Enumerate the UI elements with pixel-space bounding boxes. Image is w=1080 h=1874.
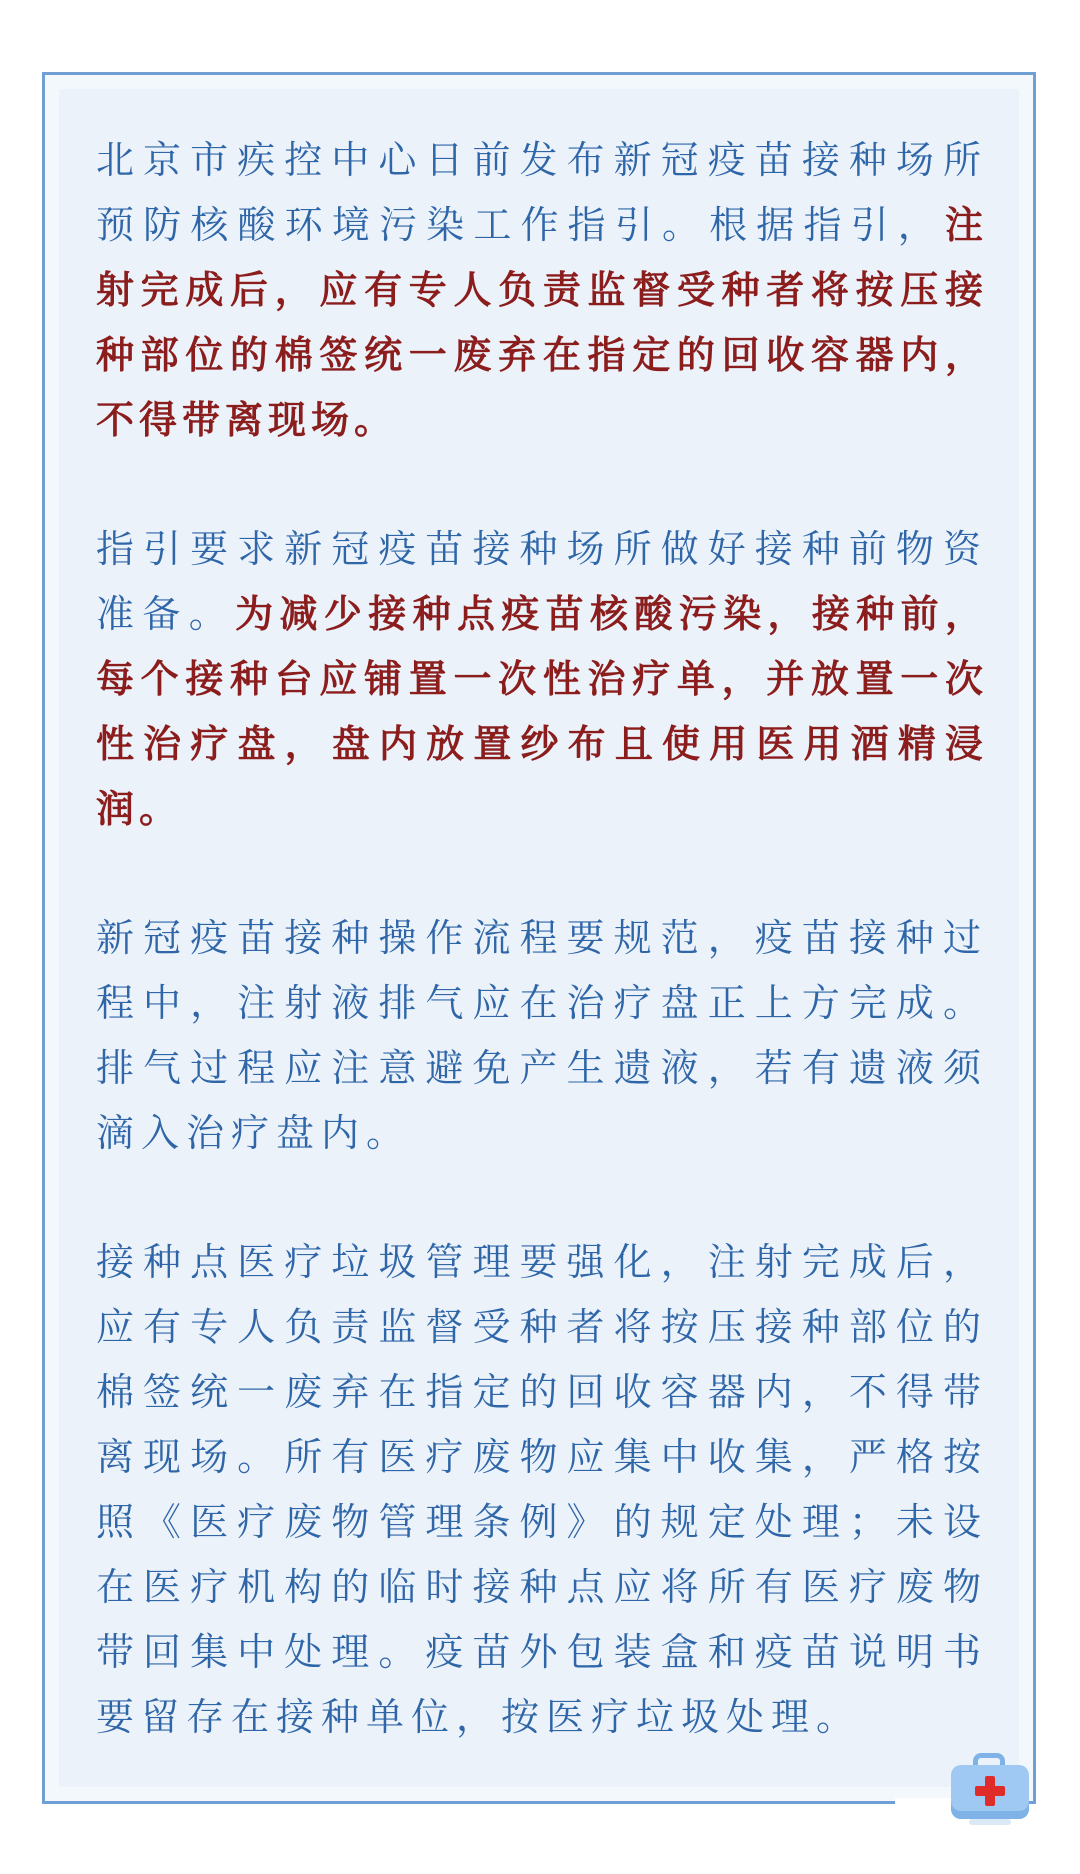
paragraph-3 <box>96 906 988 1166</box>
red-cross-icon <box>975 1776 1005 1806</box>
medical-kit-icon <box>951 1753 1029 1819</box>
paragraph-4 <box>96 1230 988 1750</box>
paragraph-4-text: 接种点医疗垃圾管理要强化，注射完成后，应有专人负责监督受种者将按压接种部位的棉签统一废弃在指定的回收容器内，不得带离现场。所有医疗废物应集中收集，严格按照《医疗废物管理条例》的规定处理；未设在医疗机构的临时接种点应将所有医疗废物带回集中处理。疫苗外包装盒和疫苗说明书要留存在接种单位，按医疗垃圾处理。 <box>96 1240 988 1739</box>
paragraph-2-text: 指引要求新冠疫苗接种场所做好接种前物资准备。 <box>96 527 988 636</box>
paragraph-1-text: 北京市疾控中心日前发布新冠疫苗接种场所预防核酸环境污染工作指引。根据指引， <box>96 138 988 247</box>
paragraph-2 <box>96 517 988 842</box>
medical-kit-shadow <box>969 1819 1011 1825</box>
paragraph-2-emphasis: 为减少接种点疫苗核酸污染，接种前，每个接种台应铺置一次性治疗单，并放置一次性治疗盘，盘内放置纱布且使用医用酒精浸润。 <box>96 592 988 831</box>
paragraph-3-text: 新冠疫苗接种操作流程要规范，疫苗接种过程中，注射液排气应在治疗盘正上方完成。排气过程应注意避免产生遗液，若有遗液须滴入治疗盘内。 <box>96 916 988 1155</box>
article-body <box>96 128 988 1814</box>
paragraph-1-emphasis: 注射完成后，应有专人负责监督受种者将按压接种部位的棉签统一废弃在指定的回收容器内，不得带离现场。 <box>96 203 988 442</box>
paragraph-1 <box>96 128 988 453</box>
